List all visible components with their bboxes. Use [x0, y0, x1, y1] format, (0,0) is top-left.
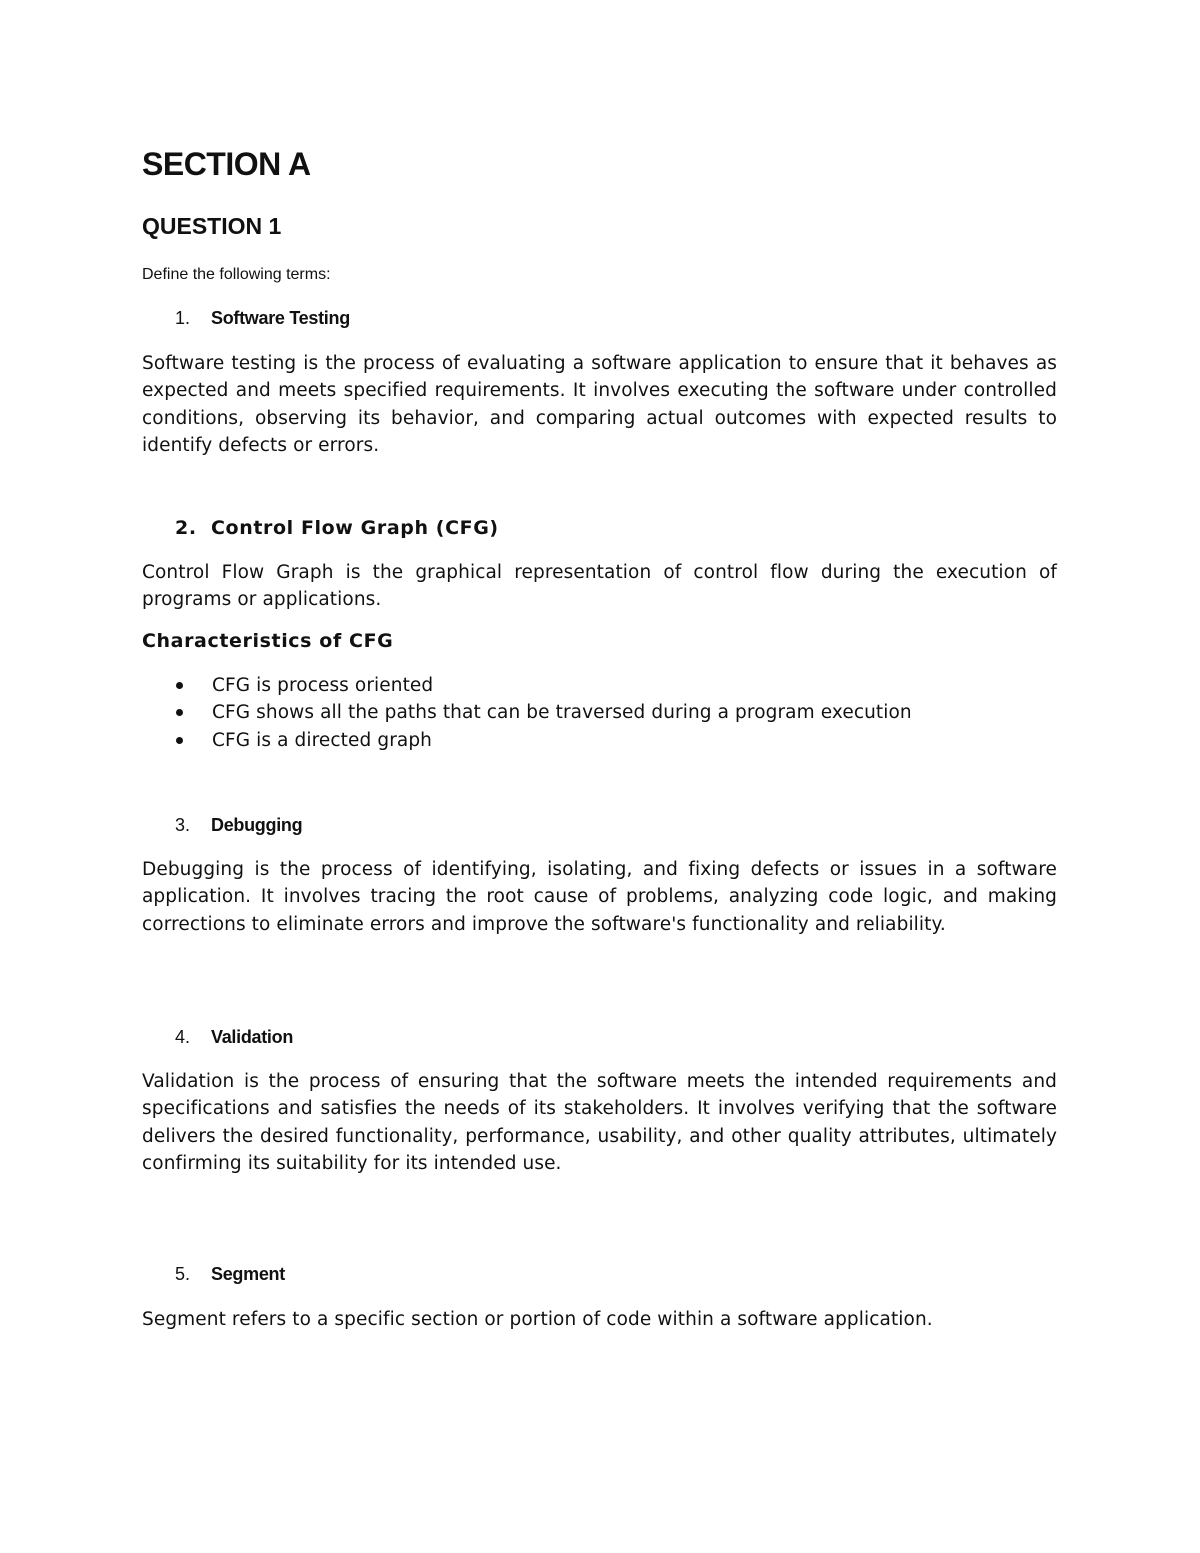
term-heading-segment — [175, 1264, 285, 1285]
bullet-icon — [176, 682, 183, 689]
subheading-characteristics: Characteristics of CFG — [142, 630, 394, 652]
list-item-text: CFG is a directed graph — [212, 729, 432, 751]
term-definition-debugging: Debugging is the process of identifying, isolating, and fixing defects or issues in a software application. It involves tracing the root cause of problems, analyzing code logic, and making corrections to eliminate errors and improve the software's functionality and reliability. — [142, 859, 1057, 935]
term-number: 4. — [175, 1027, 191, 1047]
term-title: Segment — [211, 1264, 285, 1284]
term-number: 2. — [175, 517, 197, 539]
term-definition-control-flow-graph: Control Flow Graph is the graphical representation of control flow during the execution of programs or applications. — [142, 562, 1057, 611]
term-number: 5. — [175, 1264, 191, 1284]
question-title: QUESTION 1 — [142, 213, 282, 239]
list-item — [142, 672, 912, 699]
intro-text: Define the following terms: — [142, 266, 331, 283]
bullet-icon — [176, 709, 183, 716]
term-title: Validation — [211, 1027, 294, 1047]
section-title: SECTION A — [142, 146, 311, 182]
list-item — [142, 699, 912, 726]
list-item — [142, 727, 912, 754]
term-definition-segment: Segment refers to a specific section or portion of code within a software application. — [142, 1309, 933, 1330]
term-heading-software-testing — [175, 308, 350, 329]
characteristics-list — [142, 672, 912, 754]
term-heading-validation — [175, 1027, 293, 1048]
term-number: 1. — [175, 308, 191, 328]
term-title: Control Flow Graph (CFG) — [211, 517, 499, 539]
list-item-text: CFG shows all the paths that can be traversed during a program execution — [212, 702, 912, 724]
bullet-icon — [176, 737, 183, 744]
term-title: Software Testing — [211, 308, 350, 328]
term-heading-control-flow-graph — [175, 517, 499, 539]
term-definition-software-testing: Software testing is the process of evaluating a software application to ensure that it behaves as expected and meets specified requirements. It involves executing the software under controlled conditions, observing its behavior, and comparing actual outcomes with expected results to identify defects or errors. — [142, 353, 1057, 456]
term-heading-debugging — [175, 815, 302, 836]
list-item-text: CFG is process oriented — [212, 675, 434, 696]
term-title: Debugging — [211, 815, 303, 835]
term-number: 3. — [175, 815, 191, 835]
term-definition-validation: Validation is the process of ensuring that the software meets the intended requirements and specifications and satisfies the needs of its stakeholders. It involves verifying that the software delivers the desired functionality, performance, usability, and other quality attributes, ultimately confirming its suitability for its intended use. — [142, 1071, 1057, 1174]
